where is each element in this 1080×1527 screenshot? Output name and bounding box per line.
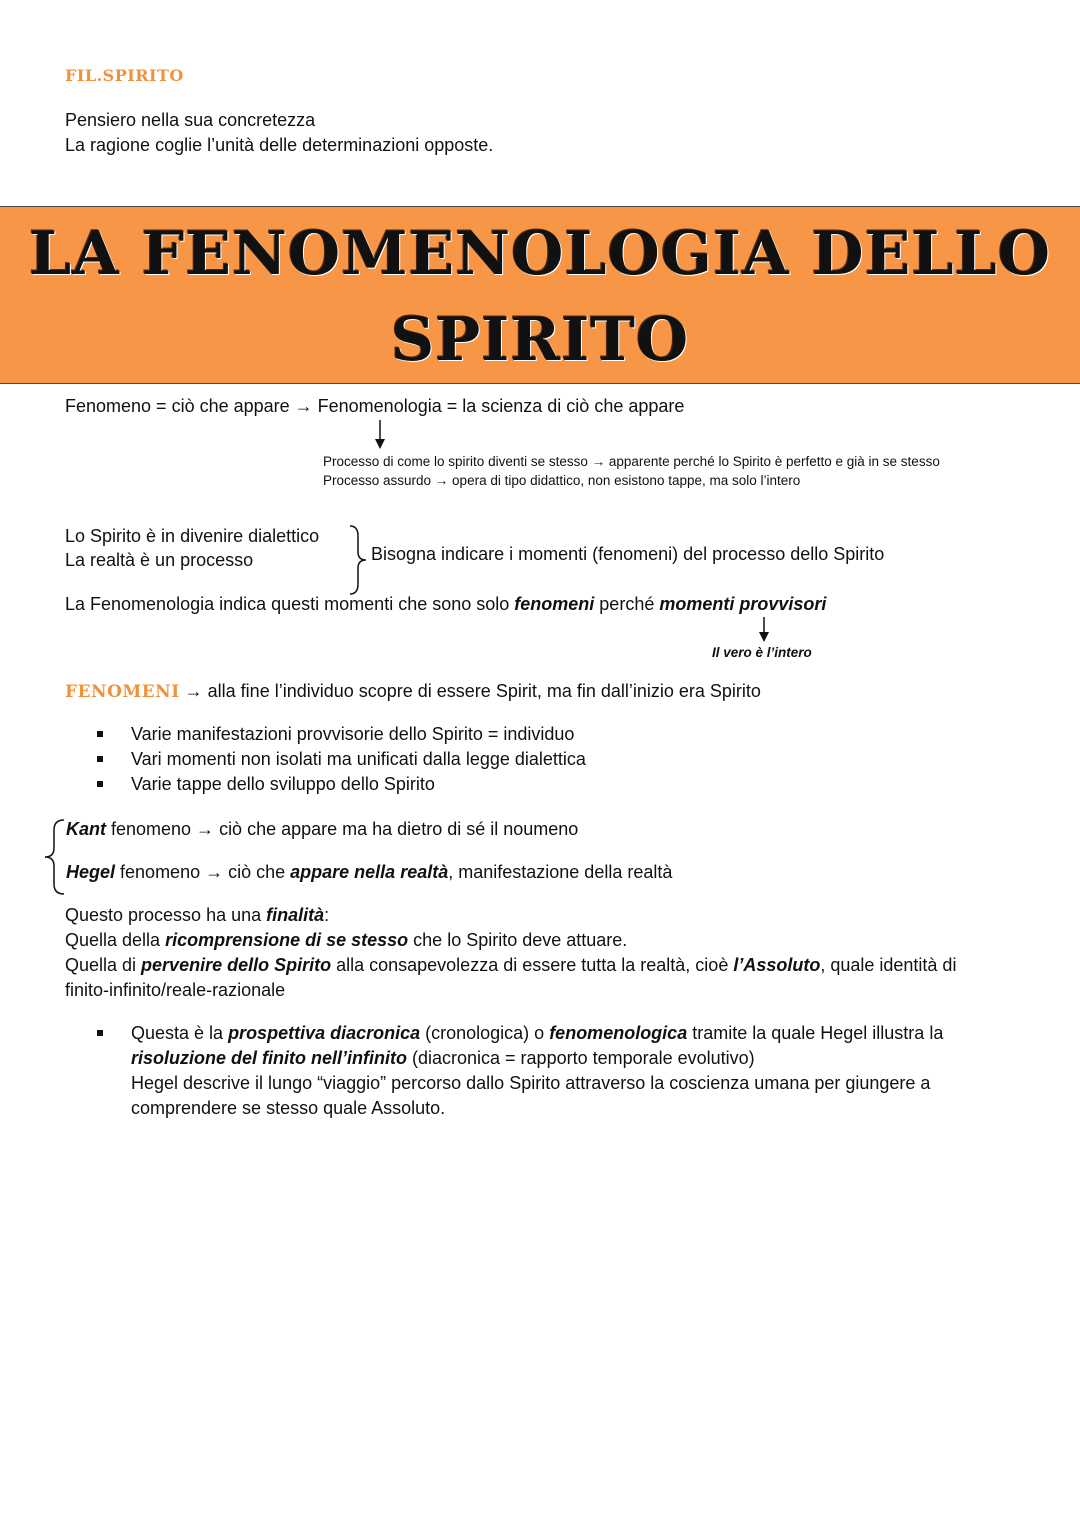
prospettiva-line-3: Hegel descrive il lungo “viaggio” percorso dallo Spirito attraverso la coscienza umana per giungere a xyxy=(131,1073,931,1093)
fenomeni-bullet-2: Vari momenti non isolati ma unificati dalla legge dialettica xyxy=(131,749,586,769)
prospettiva-line-2 xyxy=(131,1046,755,1071)
fenomenologia-line xyxy=(65,592,826,617)
definition-note-2: Processo assurdo → opera di tipo didattico, non esistono tappe, ma solo l’intero xyxy=(323,473,801,488)
hegel-text-2: , manifestazione della realtà xyxy=(448,862,673,882)
fenomeni-line xyxy=(65,679,761,705)
banner-title-line-2: SPIRITO xyxy=(390,305,690,375)
section-label: FIL.SPIRITO xyxy=(65,66,184,85)
fenomeni-bullet-3: Varie tappe dello sviluppo dello Spirito xyxy=(131,774,435,794)
kant-text: fenomeno → ciò che appare ma ha dietro di sé il noumeno xyxy=(106,819,579,839)
prospettiva-p1-mid: (cronologica) o xyxy=(420,1023,550,1043)
bullet-icon xyxy=(97,731,103,737)
hegel-emph: appare nella realtà xyxy=(290,862,449,882)
banner-title-line-1: LA FENOMENOLOGIA DELLO xyxy=(29,219,1051,289)
finalita-line-1 xyxy=(65,903,329,928)
finalita-l3-suffix: , quale identità di xyxy=(820,955,957,975)
prospettiva-line-1 xyxy=(131,1021,943,1046)
finalita-line-4: finito-infinito/reale-razionale xyxy=(65,980,286,1000)
fenomenologica-emph: fenomenologica xyxy=(549,1023,688,1043)
hegel-line xyxy=(66,860,672,885)
finalita-l2-suffix: che lo Spirito deve attuare. xyxy=(408,930,628,950)
assoluto-emph: l’Assoluto xyxy=(733,955,821,975)
prospettiva-line-4: comprendere se stesso quale Assoluto. xyxy=(131,1098,446,1118)
finalita-l3-mid: alla consapevolezza di essere tutta la realtà, cioè xyxy=(331,955,734,975)
prospettiva-p1-prefix: Questa è la xyxy=(131,1023,229,1043)
down-arrow-icon xyxy=(373,420,387,450)
fenomeni-text: → alla fine l’individuo scopre di essere Spirit, ma fin dall’inizio era Spirito xyxy=(179,681,761,701)
diacronica-emph: prospettiva diacronica xyxy=(228,1023,421,1043)
finalita-line-3 xyxy=(65,953,956,978)
fenomenologia-prefix: La Fenomenologia indica questi momenti che sono solo xyxy=(65,594,515,614)
fenomeni-bullet-1: Varie manifestazioni provvisorie dello Spirito = individuo xyxy=(131,724,575,744)
title-banner xyxy=(0,206,1080,384)
intero-note: Il vero è l’intero xyxy=(712,645,812,660)
fenomenologia-mid: perché xyxy=(594,594,660,614)
header-line-2: La ragione coglie l’unità delle determinazioni opposte. xyxy=(65,135,494,155)
finalita-l2-prefix: Quella della xyxy=(65,930,166,950)
hegel-text-1: fenomeno → ciò che xyxy=(115,862,291,882)
finalita-l1-suffix: : xyxy=(324,905,330,925)
right-brace-icon xyxy=(348,524,370,596)
prospettiva-p1-suffix: tramite la quale Hegel illustra la xyxy=(687,1023,944,1043)
definition-line: Fenomeno = ciò che appare → Fenomenologia = la scienza di ciò che appare xyxy=(65,396,685,416)
kant-name: Kant xyxy=(66,819,106,839)
momenti-provvisori-emph: momenti provvisori xyxy=(659,594,827,614)
dialectic-line-1: Lo Spirito è in divenire dialettico xyxy=(65,526,320,546)
pervenire-emph: pervenire dello Spirito xyxy=(141,955,332,975)
header-line-1: Pensiero nella sua concretezza xyxy=(65,110,316,130)
bullet-icon xyxy=(97,756,103,762)
fenomeni-emph: fenomeni xyxy=(514,594,595,614)
brace-conclusion: Bisogna indicare i momenti (fenomeni) del processo dello Spirito xyxy=(371,544,885,564)
left-brace-icon xyxy=(42,818,66,896)
dialectic-line-2: La realtà è un processo xyxy=(65,550,254,570)
fenomeni-label: FENOMENI xyxy=(65,682,180,702)
finalita-l1-prefix: Questo processo ha una xyxy=(65,905,267,925)
hegel-name: Hegel xyxy=(66,862,116,882)
prospettiva-p2-suffix: (diacronica = rapporto temporale evolutivo) xyxy=(407,1048,755,1068)
kant-line xyxy=(66,817,578,842)
risoluzione-emph: risoluzione del finito nell’infinito xyxy=(131,1048,407,1068)
finalita-emph: finalità xyxy=(266,905,325,925)
bullet-icon xyxy=(97,781,103,787)
bullet-icon xyxy=(97,1030,103,1036)
down-arrow-icon xyxy=(757,617,771,643)
finalita-line-2 xyxy=(65,928,627,953)
finalita-l3-prefix: Quella di xyxy=(65,955,142,975)
definition-note-1: Processo di come lo spirito diventi se stesso → apparente perché lo Spirito è perfetto e già in se stesso xyxy=(323,454,940,469)
ricomprensione-emph: ricomprensione di se stesso xyxy=(165,930,409,950)
